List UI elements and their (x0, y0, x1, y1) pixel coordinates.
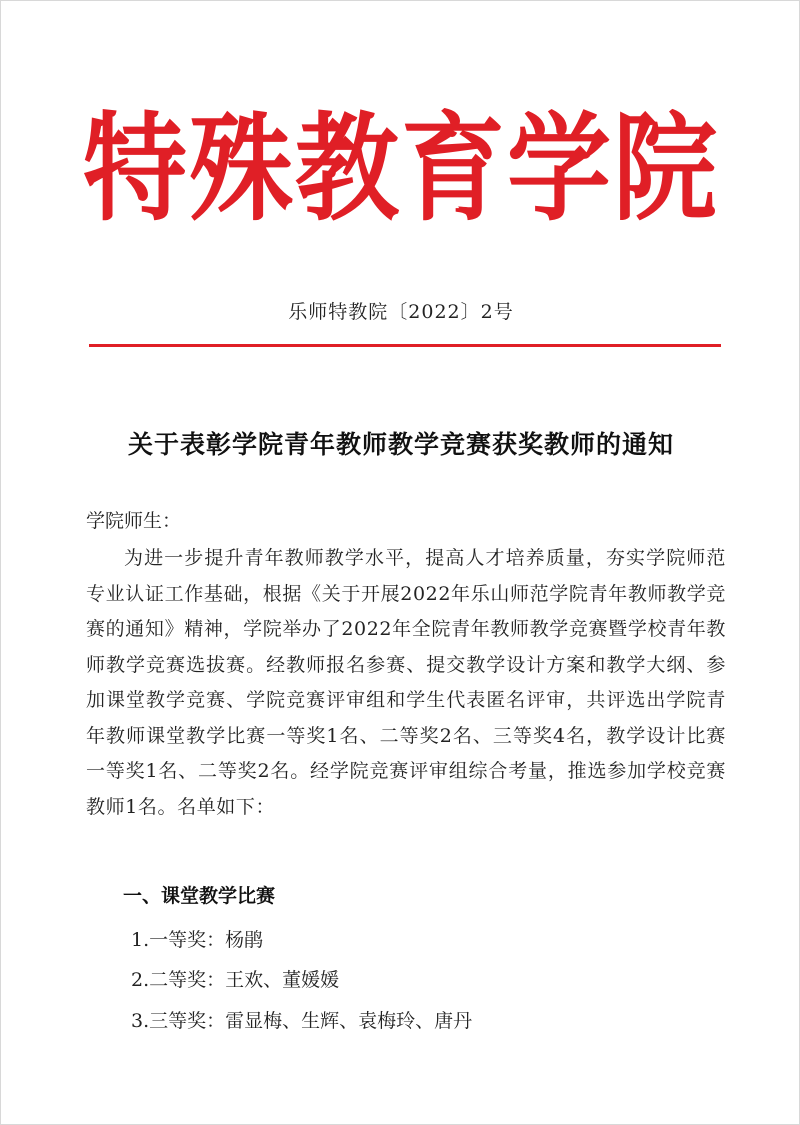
notice-body-paragraph: 为进一步提升青年教师教学水平，提高人才培养质量，夯实学院师范专业认证工作基础，根据《关于开展2022年乐山师范学院青年教师教学竞赛的通知》精神，学院举办了2022年全院青年教师教学竞赛暨学校青年教师教学竞赛选拔赛。经教师报名参赛、提交教学设计方案和教学大纲、参加课堂教学竞赛、学院竞赛评审组和学生代表匿名评审，共评选出学院青年教师课堂教学比赛一等奖1名、二等奖2名、三等奖4名，教学设计比赛一等奖1名、二等奖2名。经学院竞赛评审组综合考量，推选参加学校竞赛教师1名。名单如下： (86, 547, 726, 818)
notice-title: 关于表彰学院青年教师教学竞赛获奖教师的通知 (127, 430, 674, 459)
award-second-prize: 2.二等奖：王欢、董媛媛 (131, 969, 340, 991)
institution-masthead: 特殊教育学院 (82, 100, 719, 238)
award-first-prize: 1.一等奖：杨鹃 (131, 929, 264, 951)
section-heading-classroom-teaching: 一、课堂教学比赛 (123, 885, 276, 907)
award-third-prize: 3.三等奖：雷显梅、生辉、袁梅玲、唐丹 (131, 1010, 473, 1032)
red-divider-line (89, 344, 721, 347)
salutation: 学院师生： (86, 510, 182, 532)
document-number: 乐师特教院〔2022〕2号 (288, 301, 514, 323)
